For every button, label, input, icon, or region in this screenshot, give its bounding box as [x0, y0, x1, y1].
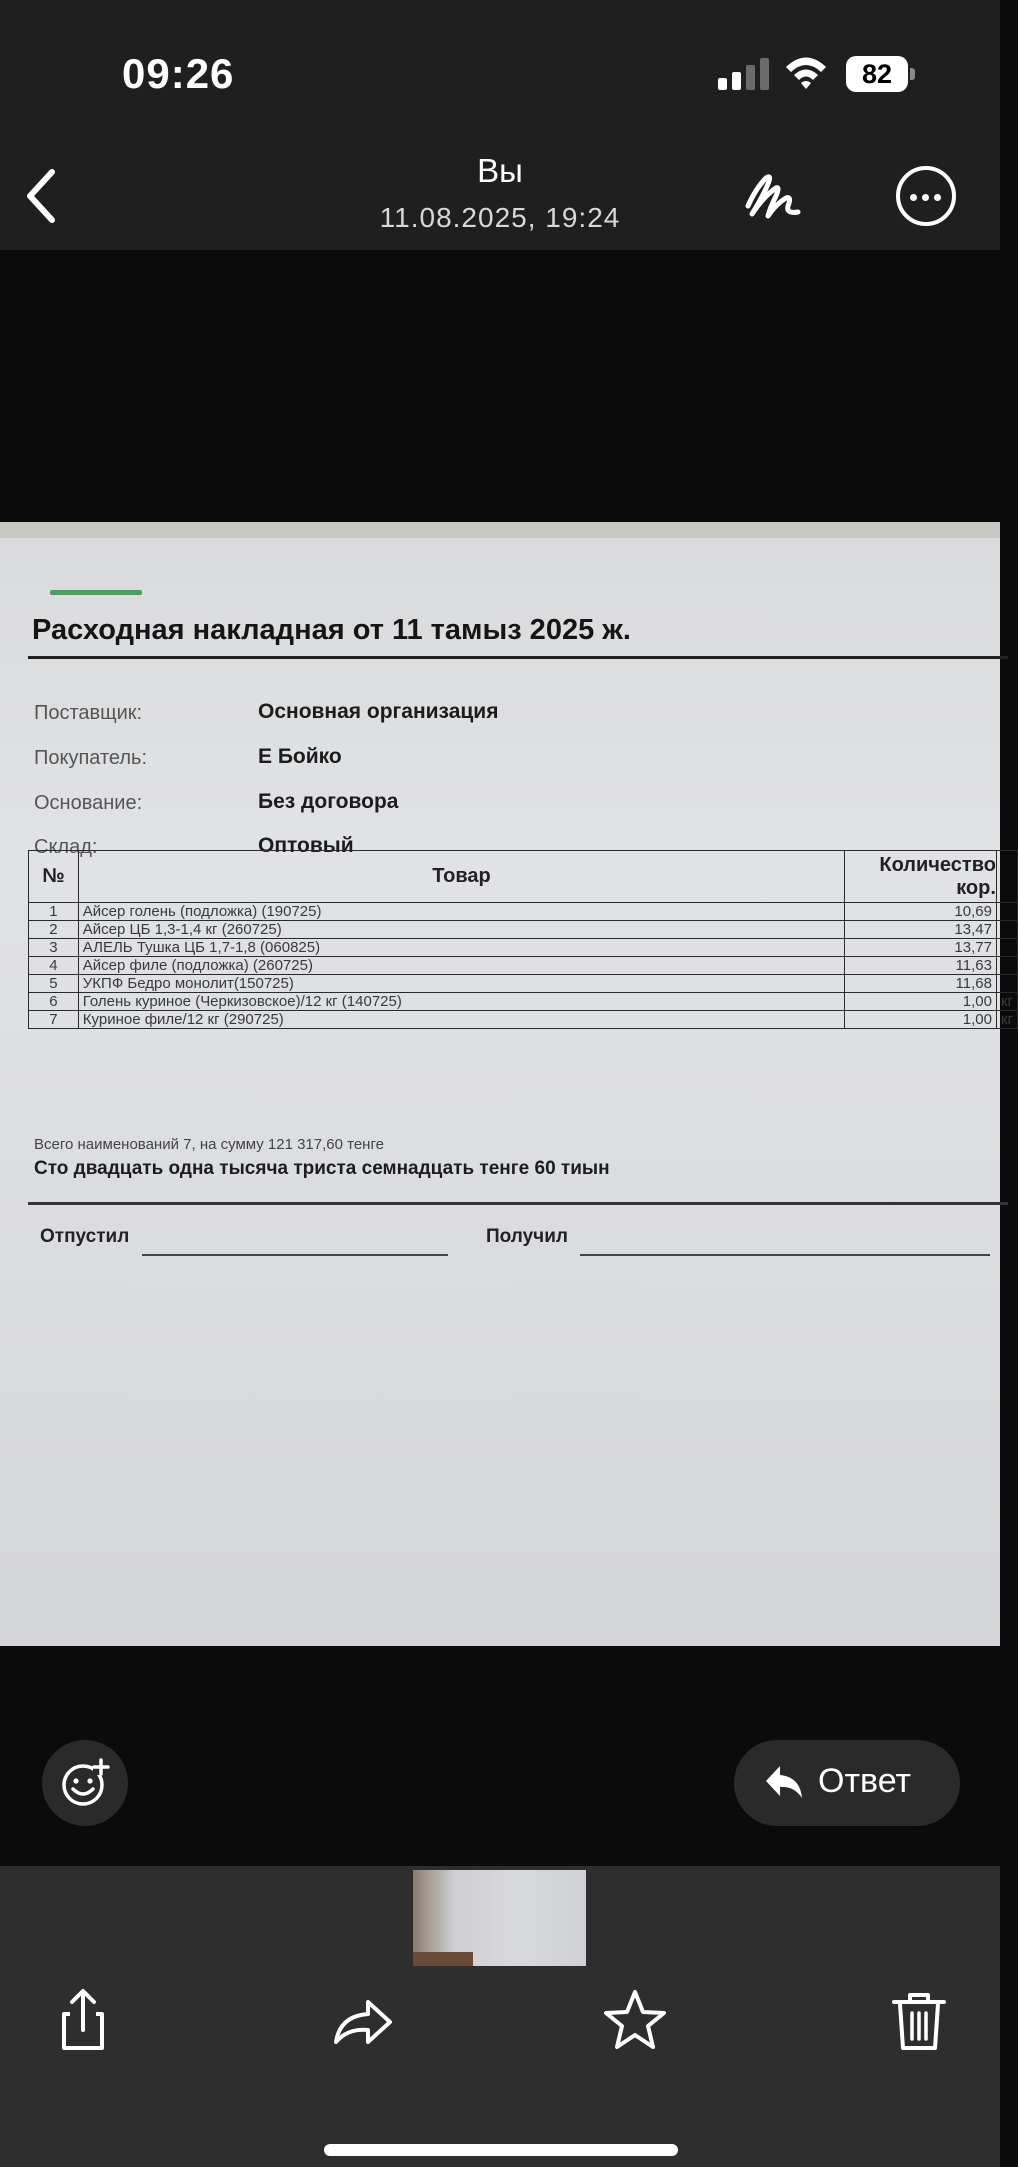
thumbnail-detail: [413, 1952, 473, 1966]
battery-indicator: [846, 56, 916, 92]
home-indicator[interactable]: [324, 2144, 678, 2156]
field-value-supplier: Основная организация: [258, 700, 499, 723]
invoice-title: Расходная накладная от 11 тамыз 2025 ж.: [32, 614, 631, 646]
reply-label: Ответ: [818, 1762, 912, 1800]
more-dot: [922, 194, 929, 201]
viewer-header: [0, 140, 1000, 250]
invoice-document: [0, 538, 1013, 1646]
row-goods: Айсер голень (подложка) (190725): [78, 903, 844, 921]
row-unit: [996, 921, 1017, 939]
share-icon[interactable]: [48, 1986, 118, 2056]
photo-background-strip: [0, 522, 1000, 538]
row-unit: кг: [996, 993, 1017, 1011]
row-no: 1: [29, 903, 79, 921]
row-unit: кг: [996, 1011, 1017, 1029]
field-value-buyer: Е Бойко: [258, 745, 342, 768]
received-label: Получил: [486, 1226, 568, 1247]
reply-arrow-icon: [764, 1764, 804, 1802]
status-time: 09:26: [122, 50, 235, 97]
photo-thumbnail[interactable]: [413, 1870, 586, 1966]
row-quantity: 13,77: [845, 939, 997, 957]
table-row: [29, 939, 1018, 957]
table-row: [29, 957, 1018, 975]
total-summary: Всего наименований 7, на сумму 121 317,60 тенге: [34, 1136, 384, 1153]
forward-icon[interactable]: [328, 1986, 398, 2056]
row-quantity: 13,47: [845, 921, 997, 939]
goods-table: [28, 850, 1018, 1029]
row-quantity: 11,63: [845, 957, 997, 975]
table-header-row: [29, 851, 1018, 903]
table-row: [29, 1011, 1018, 1029]
row-no: 4: [29, 957, 79, 975]
star-icon[interactable]: [600, 1986, 670, 2056]
field-value-basis: Без договора: [258, 790, 399, 813]
reply-button[interactable]: [734, 1740, 960, 1826]
row-unit: [996, 939, 1017, 957]
row-quantity: 11,68: [845, 975, 997, 993]
sender-name: Вы: [477, 152, 523, 189]
smiley-plus-icon: [60, 1758, 110, 1808]
field-label-warehouse: Склад:: [34, 836, 98, 858]
add-reaction-button[interactable]: [42, 1740, 128, 1826]
status-bar: [0, 0, 1000, 140]
row-unit: [996, 975, 1017, 993]
row-quantity: 1,00: [845, 993, 997, 1011]
battery-tip: [910, 68, 915, 80]
row-goods: Куриное филе/12 кг (290725): [78, 1011, 844, 1029]
row-quantity: 10,69: [845, 903, 997, 921]
row-no: 2: [29, 921, 79, 939]
header-quantity: [845, 851, 997, 903]
row-goods: Айсер филе (подложка) (260725): [78, 957, 844, 975]
field-label-supplier: Поставщик:: [34, 702, 143, 724]
released-label: Отпустил: [40, 1226, 130, 1247]
bottom-toolbar: [0, 1866, 1000, 2167]
row-no: 6: [29, 993, 79, 1011]
table-row: [29, 975, 1018, 993]
received-signature-line: [580, 1254, 990, 1256]
field-label-basis: Основание:: [34, 792, 143, 814]
row-goods: АЛЕЛЬ Тушка ЦБ 1,7-1,8 (060825): [78, 939, 844, 957]
header-goods: Товар: [78, 851, 844, 903]
field-value-warehouse: Оптовый: [258, 834, 354, 857]
green-pen-mark: [50, 590, 142, 595]
header-unit: [996, 851, 1017, 903]
message-timestamp: 11.08.2025, 19:24: [379, 202, 621, 233]
table-row: [29, 993, 1018, 1011]
released-signature-line: [142, 1254, 448, 1256]
table-row: [29, 921, 1018, 939]
total-in-words: Сто двадцать одна тысяча триста семнадцать тенге 60 тиын: [34, 1158, 610, 1179]
title-divider: [28, 656, 1008, 659]
row-no: 3: [29, 939, 79, 957]
battery-level: 82: [846, 56, 908, 92]
trash-icon[interactable]: [884, 1986, 954, 2056]
summary-divider: [28, 1202, 1008, 1205]
more-dot: [910, 194, 917, 201]
row-no: 7: [29, 1011, 79, 1029]
table-row: [29, 903, 1018, 921]
markup-pen-icon[interactable]: [742, 166, 804, 228]
header-no: №: [29, 851, 79, 903]
photo-viewer-image[interactable]: [0, 522, 1013, 1646]
row-quantity: 1,00: [845, 1011, 997, 1029]
field-label-buyer: Покупатель:: [34, 747, 148, 769]
header-quantity-line2: кор.: [956, 876, 996, 899]
more-dot: [934, 194, 941, 201]
wifi-icon: [784, 54, 828, 92]
row-goods: УКПФ Бедро монолит(150725): [78, 975, 844, 993]
row-unit: [996, 903, 1017, 921]
cellular-signal-icon: [718, 58, 770, 90]
header-quantity-line1: Количество: [879, 853, 996, 876]
more-options-icon[interactable]: [896, 166, 956, 226]
row-unit: [996, 957, 1017, 975]
row-no: 5: [29, 975, 79, 993]
row-goods: Голень куриное (Черкизовское)/12 кг (140725): [78, 993, 844, 1011]
row-goods: Айсер ЦБ 1,3-1,4 кг (260725): [78, 921, 844, 939]
